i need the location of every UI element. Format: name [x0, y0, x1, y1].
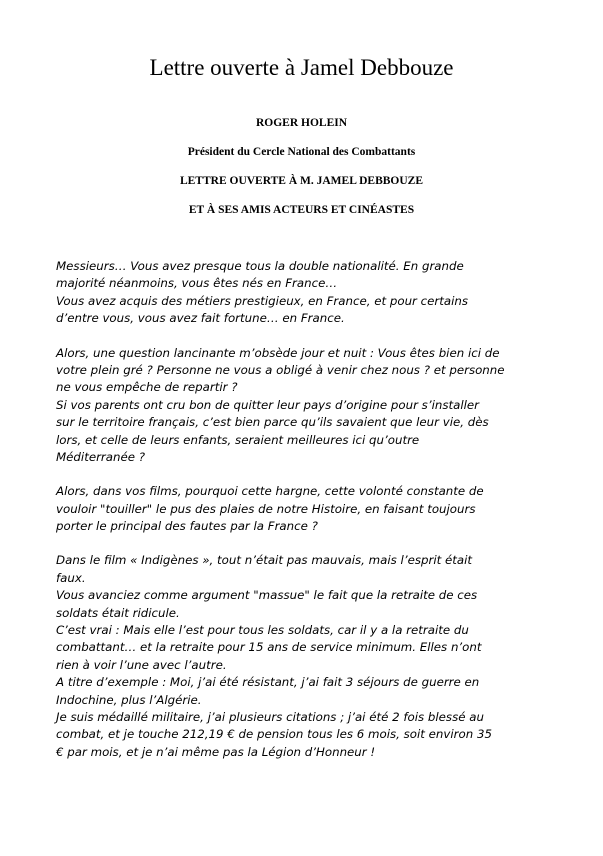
text-line: Vous avanciez comme argument "massue" le fait que la retraite de ces — [56, 588, 478, 603]
text-line: Alors, dans vos films, pourquoi cette hargne, cette volonté constante de — [56, 484, 484, 499]
text-line: Messieurs… Vous avez presque tous la double nationalité. En grande — [56, 259, 464, 273]
text-line: combat, et je touche 212,19 € de pension tous les 6 mois, soit environ 35 — [56, 727, 492, 742]
text-line: porter le principal des fautes par la France ? — [56, 519, 318, 534]
text-line: combattant… et la retraite pour 15 ans de service minimum. Elles n’ont — [56, 640, 482, 655]
text-line: soldats était ridicule. — [56, 605, 180, 620]
paragraph — [56, 552, 551, 761]
text-line: Vous avez acquis des métiers prestigieux, en France, et pour certains — [56, 293, 468, 308]
paragraph — [56, 258, 551, 328]
text-line: faux. — [56, 570, 86, 585]
author-role: Président du Cercle National des Combattants — [187, 146, 416, 158]
text-line: Indochine, plus l’Algérie. — [56, 692, 202, 707]
paragraph — [56, 345, 551, 467]
text-line: € par mois, et je n’ai même pas la Légion d’Honneur ! — [56, 744, 376, 759]
text-line: Alors, une question lancinante m’obsède jour et nuit : Vous êtes bien ici de — [56, 345, 500, 360]
paragraph-gap — [56, 535, 551, 552]
text-line: rien à voir l’une avec l’autre. — [56, 657, 227, 672]
letter-subject: LETTRE OUVERTE À M. JAMEL DEBBOUZE — [179, 175, 424, 187]
text-line: Dans le film « Indigènes », tout n’était pas mauvais, mais l’esprit était — [56, 553, 472, 568]
text-line: C’est vrai : Mais elle l’est pour tous les soldats, car il y a la retraite du — [56, 623, 469, 638]
text-line: votre plein gré ? Personne ne vous a obligé à venir chez nous ? et personne — [56, 362, 505, 377]
text-line: sur le territoire français, c’est bien parce qu’ils savaient que leur vie, dès — [56, 415, 489, 430]
text-line: ne vous empêche de repartir ? — [56, 380, 238, 395]
text-line: A titre d’exemple : Moi, j’ai été résistant, j’ai fait 3 séjours de guerre en — [56, 675, 480, 690]
paragraph-gap — [56, 328, 551, 345]
text-line: Si vos parents ont cru bon de quitter leur pays d’origine pour s’installer — [56, 397, 479, 412]
page-title: Lettre ouverte à Jamel Debbouze — [149, 55, 454, 80]
text-line: lors, et celle de leurs enfants, seraient meilleures ici qu’outre — [56, 432, 420, 447]
letter-subject-continued: ET À SES AMIS ACTEURS ET CINÉASTES — [188, 204, 415, 216]
text-line: Méditerranée ? — [56, 449, 146, 464]
author-name: ROGER HOLEIN — [255, 117, 348, 129]
letter-body — [56, 258, 551, 761]
text-line: vouloir "touiller" le pus des plaies de notre Histoire, en faisant toujours — [56, 501, 476, 516]
paragraph-gap — [56, 466, 551, 483]
text-line: d’entre vous, vous avez fait fortune… en France. — [56, 311, 345, 326]
paragraph — [56, 483, 551, 535]
text-line: Je suis médaillé militaire, j’ai plusieurs citations ; j’ai été 2 fois blessé au — [56, 709, 484, 724]
text-line: majorité néanmoins, vous êtes nés en France… — [56, 276, 338, 291]
